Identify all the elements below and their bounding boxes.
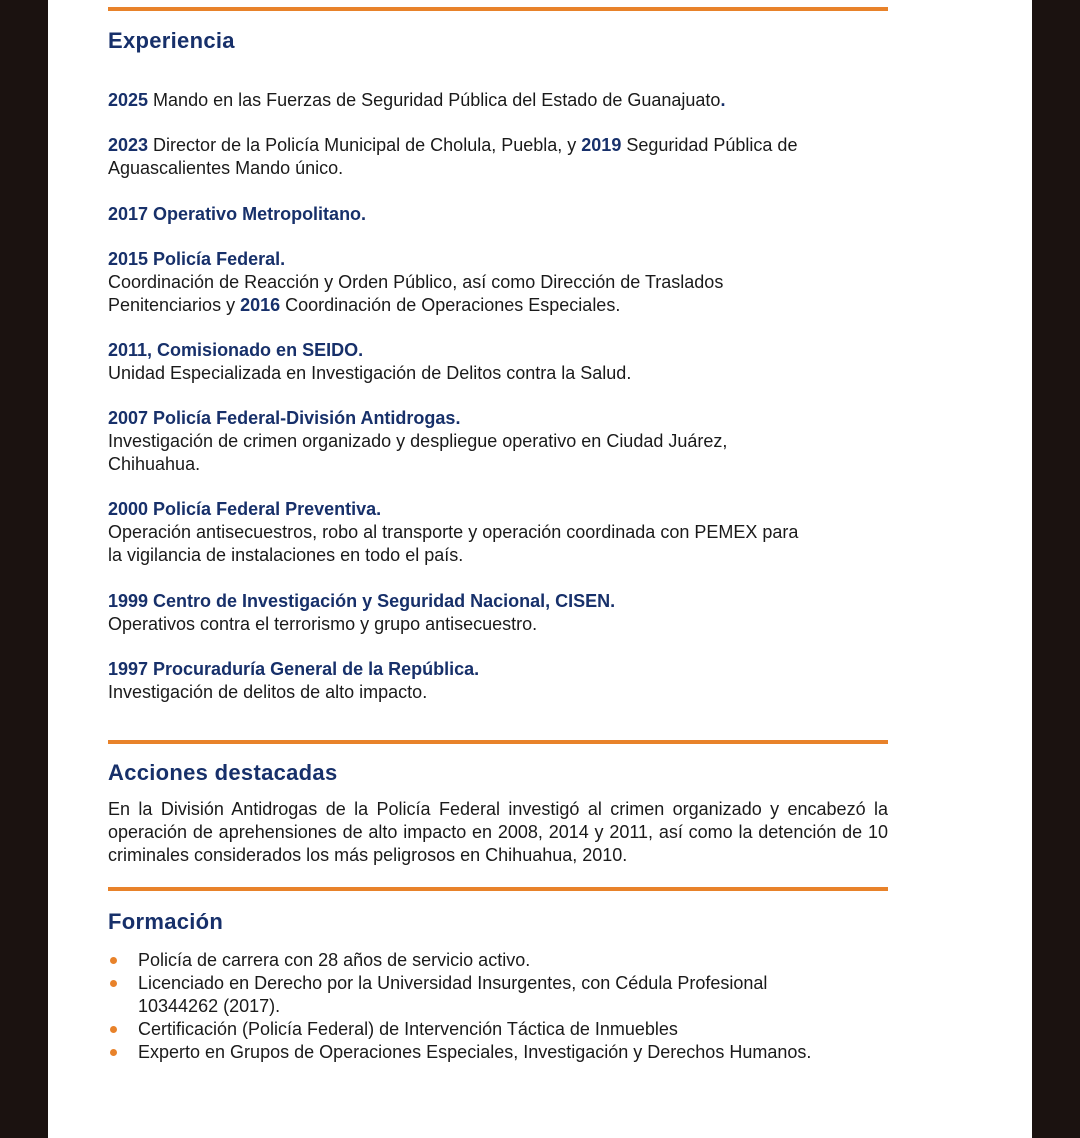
document-page (48, 0, 1032, 1138)
formacion-list (108, 949, 888, 1064)
section-divider (108, 887, 888, 891)
section-divider (108, 740, 888, 744)
list-item: Experto en Grupos de Operaciones Especiales, Investigación y Derechos Humanos. (108, 1041, 888, 1064)
bullet-icon (110, 1026, 117, 1033)
section-divider (108, 7, 888, 11)
experience-entry: 2023 Director de la Policía Municipal de Cholula, Puebla, y 2019 Seguridad Pública de Aguascalientes Mando único. (108, 135, 798, 178)
section-title-formacion: Formación (108, 909, 224, 934)
bullet-icon (110, 1049, 117, 1056)
list-item: Certificación (Policía Federal) de Intervención Táctica de Inmuebles (108, 1018, 888, 1041)
experience-entry: 2011, Comisionado en SEIDO. Unidad Especializada en Investigación de Delitos contra la Salud. (108, 340, 632, 383)
list-item: Policía de carrera con 28 años de servicio activo. (108, 949, 888, 972)
bullet-icon (110, 980, 117, 987)
bullet-icon (110, 957, 117, 964)
experience-entry: 1999 Centro de Investigación y Seguridad Nacional, CISEN. Operativos contra el terrorismo y grupo antisecuestro. (108, 591, 616, 634)
list-item: Licenciado en Derecho por la Universidad Insurgentes, con Cédula Profesional 10344262 (2017). (108, 972, 888, 1018)
experience-entry: 2017 Operativo Metropolitano. (108, 204, 367, 224)
section-title-acciones: Acciones destacadas (108, 760, 338, 785)
experience-entry: 2015 Policía Federal. Coordinación de Reacción y Orden Público, así como Dirección de Traslados Penitenciarios y 2016 Coordinación de Operaciones Especiales. (108, 249, 724, 315)
section-title-experiencia: Experiencia (108, 28, 235, 53)
acciones-paragraph: En la División Antidrogas de la Policía Federal investigó al crimen organizado y encabezó la operación de aprehensiones de alto impacto en 2008, 2014 y 2011, así como la detención de 10 criminales considerados los más peligrosos en Chihuahua, 2010. (108, 799, 888, 865)
experience-entry: 2000 Policía Federal Preventiva. Operación antisecuestros, robo al transporte y operación coordinada con PEMEX para la vigilancia de instalaciones en todo el país. (108, 499, 799, 565)
experience-entry: 2007 Policía Federal-División Antidrogas. Investigación de crimen organizado y despliegue operativo en Ciudad Juárez, Chihuahua. (108, 408, 728, 474)
experience-entry: 1997 Procuraduría General de la República. Investigación de delitos de alto impacto. (108, 659, 480, 702)
experience-entry: 2025 Mando en las Fuerzas de Seguridad Pública del Estado de Guanajuato. (108, 90, 726, 110)
